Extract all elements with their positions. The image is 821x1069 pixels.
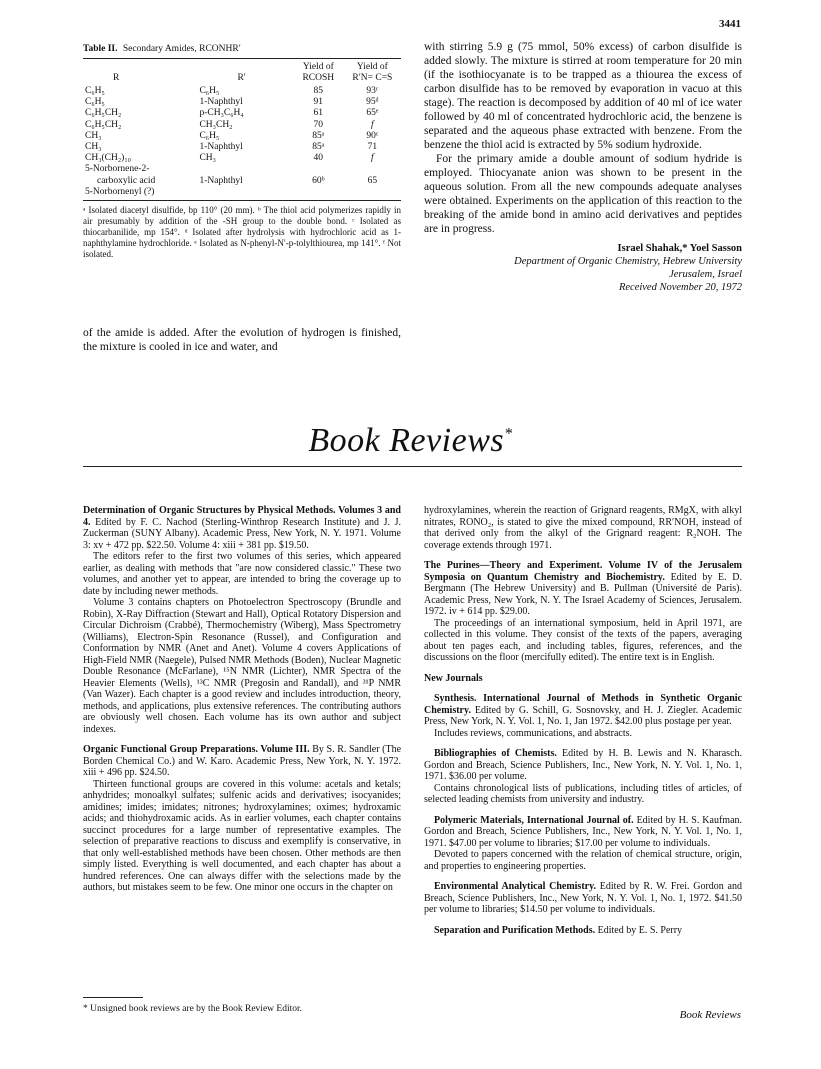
cell-yield-rn	[344, 164, 401, 175]
section-title-mark: *	[504, 425, 513, 443]
cell-yield-rcosh: 91	[313, 97, 324, 108]
table-row	[83, 97, 401, 108]
cell-yield-rn: 65ᵉ	[366, 108, 379, 119]
new-journals-heading: New Journals	[424, 672, 483, 684]
table-block	[83, 44, 401, 260]
cell-rprime: C₆H₅	[199, 130, 220, 141]
paragraph: with stirring 5.9 g (75 mmol, 50% excess) of carbon disulfide is added slowly. The mixture is stirred at room temperature for 20 min (if the isothiocyanate is to be trapped as a thiourea the excess of carbon disulfide has to be removed by evaporation in vacuo at this stage). The reaction is decomposed by addition of 40 ml of ice water followed by 40 ml of concentrated hydrochloric acid, the benzene is separated and the aqueous phase extracted with benzene. From the benzene the thiol acid is extracted by 5% sodium hydroxide.	[424, 41, 742, 151]
cell-r: C₆H₅	[85, 86, 105, 96]
cell-rprime: 1-Naphthyl	[199, 142, 243, 153]
right-top-column	[424, 40, 742, 294]
paragraph: For the primary amide a double amount of sodium hydride is employed. Thiocyanate anion was shown to be present in the aqueous solution. From all the new compounds adequate analyses were obtained. Experiments on the application of this reaction to the breaking of the amide bond in amino acid derivatives and peptides are in progress.	[424, 153, 742, 235]
cell-rprime: CH₃CH₂	[199, 119, 233, 130]
section-divider	[83, 466, 742, 467]
cell-rprime: 1-Naphthyl	[199, 175, 243, 186]
cell-r: 5-Norbornene-2-	[85, 164, 150, 175]
journal-entry	[424, 925, 742, 937]
cell-rprime: p-CH₃C₆H₄	[199, 108, 244, 119]
journal-info: Edited by R. W. Frei. Gordon and Breach, Science Publishers, Inc., New York, N. Y. Vol. 1, No. 1, 1972. $41.50 per volume to libraries; $14.50 per volume to individuals.	[424, 881, 742, 915]
footnote-rule	[83, 997, 143, 998]
journal-entry	[424, 693, 742, 728]
col-header-rprime: R′	[197, 59, 292, 87]
table-row	[83, 142, 401, 153]
table-row	[83, 187, 401, 201]
col-header-yield-rn: Yield of R′N= C=S	[344, 59, 401, 87]
cell-r: 5-Norbornenyl (?)	[83, 187, 197, 201]
authors: Israel Shahak,* Yoel Sasson	[617, 243, 742, 254]
journal-title: Bibliographies of Chemists.	[434, 748, 557, 759]
cell-rprime: CH₃	[199, 153, 216, 164]
review-paragraph: The editors refer to the first two volumes of this series, which appeared earlier, as dealing with methods that "are now considered classic." These two volumes, and another yet to appear, are intended to bring the coverage up to date by including newer methods.	[83, 551, 401, 597]
reviews-right-column	[424, 505, 742, 936]
review-title: Determination of Organic Structures by Physical Methods. Volumes 3 and 4.	[83, 505, 401, 528]
left-continuation: of the amide is added. After the evolution of hydrogen is finished, the mixture is cooled in ice and water, and	[83, 327, 401, 353]
review-info: Edited by E. D. Bergmann (The Hebrew University) and B. Pullman (Université de Paris). Academic Press, New York, N. Y. The Israel Academy of Sciences, Jerusalem. 1972. iv + 614 pp. $29.00.	[424, 571, 743, 617]
cell-r: CH₃(CH₂)₁₀	[85, 153, 131, 164]
page-number: 3441	[719, 18, 741, 30]
review-paragraph: Volume 3 contains chapters on Photoelectron Spectroscopy (Brundle and Robin), X-Ray Diffraction (Stewart and Hall), Optical Rotatory Dispersion and Circular Dichroism (Crabbé), Thermochemistry (Wiberg), Mass Spectrometry (Williams), Electron-Spin Resonance (Russel), and Configuration and Conformation by NMR (Anet and Anet). Volume 4 covers Applications of High-Field NMR (Naegele), Pulsed NMR Methods (Boden), Nuclear Magnetic Double Resonance (McFarlane), ¹⁵N NMR (Lichter), NMR Spectra of the Heavier Elements (Wells), ¹³C NMR (Pregosin and Randall), and ³¹P NMR (Van Wazer). Each chapter is a good review and includes introduction, theory, methods, and applications, plus extensive references. The contributing authors are obviously well chosen. Each volume has its own author and subject indexes.	[83, 597, 401, 735]
cell-yield-rcosh: 60ᵇ	[312, 175, 325, 186]
col-header-r: R	[83, 59, 197, 87]
journal-info: Edited by H. B. Lewis and N. Kharasch. Gordon and Breach, Science Publishers, Inc., New York, N. Y. Vol. 1, No. 1, 1971. $36.00 per volume.	[424, 748, 743, 782]
cell-yield-rn: 95ᵈ	[366, 97, 379, 108]
review-title: The Purines—Theory and Experiment. Volume IV of the Jerusalem Symposia on Quantum Chemistry and Biochemistry.	[424, 560, 742, 583]
table-row	[83, 164, 401, 175]
footnote: * Unsigned book reviews are by the Book Review Editor.	[83, 1004, 302, 1014]
cell-r: C₆H₅	[85, 97, 105, 108]
cell-yield-rn: f	[371, 153, 374, 164]
table-row	[83, 153, 401, 164]
table-row	[83, 131, 401, 142]
cell-rprime	[197, 187, 292, 201]
cell-yield-rn: 65	[367, 175, 378, 186]
cell-rprime: 1-Naphthyl	[199, 97, 243, 108]
review-entry	[83, 505, 401, 551]
journal-entry	[424, 815, 742, 850]
journal-description: Includes reviews, communications, and abstracts.	[434, 727, 632, 739]
journal-description: Contains chronological lists of publications, including titles of articles, of selected leading chemists from university and industry.	[424, 782, 742, 805]
section-title	[0, 422, 821, 460]
journal-info: Edited by G. Schill, G. Sosnovsky, and H. J. Ziegler. Academic Press, New York, N. Y. Vol. 1, No. 1, Jan 1972. $42.00 plus postage per year.	[424, 704, 742, 727]
section-title-text: Book Reviews	[308, 422, 505, 459]
journal-title: Separation and Purification Methods.	[434, 924, 596, 936]
journal-title: Environmental Analytical Chemistry.	[434, 881, 597, 892]
cell-yield-rcosh	[293, 187, 344, 201]
review-entry	[83, 744, 401, 779]
journal-description: Devoted to papers concerned with the relation of chemical structure, origin, and properties to engineering properties.	[424, 849, 742, 872]
running-footer: Book Reviews	[679, 1009, 741, 1021]
cell-yield-rcosh: 85	[313, 86, 324, 96]
col-header-yield-rcosh: Yield of RCOSH	[293, 59, 344, 87]
cell-r: C₆H₅CH₂	[85, 119, 122, 130]
journal-entry	[424, 881, 742, 916]
cell-yield-rn: 93ᶜ	[366, 86, 379, 96]
table-row	[83, 108, 401, 119]
table-row	[83, 86, 401, 97]
table-row	[83, 120, 401, 131]
cell-yield-rn: 90ᶜ	[366, 130, 379, 141]
received-date: Received November 20, 1972	[618, 282, 742, 293]
review-info: Edited by F. C. Nachod (Sterling-Winthrop Research Institute) and J. J. Zuckerman (SUNY Albany). Academic Press, New York, N. Y. 1971. Volume 3: xv + 472 pp. $22.50. Volume 4: xiii + 381 pp. $19.50.	[83, 516, 401, 551]
cell-r: CH₃	[85, 142, 102, 153]
cell-yield-rcosh: 70	[313, 119, 324, 130]
table-row	[83, 176, 401, 187]
affiliation: Department of Organic Chemistry, Hebrew University	[514, 256, 742, 267]
review-paragraph: hydroxylamines, wherein the reaction of Grignard reagents, RMgX, with alkyl nitrates, RONO₂, is stated to give the mixed compound, RR′NOH, instead of that derived only from the alkyl of the Grignard reagent: R₂NOH. The coverage extends through 1971.	[424, 505, 742, 551]
table-label: Table II.	[83, 44, 118, 54]
table-caption	[83, 44, 401, 54]
review-info: By S. R. Sandler (The Borden Chemical Co.) and W. Karo. Academic Press, New York, N. Y. 1972. xiii + 496 pp. $24.50.	[83, 744, 402, 778]
cell-yield-rcosh	[293, 164, 344, 175]
table-caption-text: Secondary Amides, RCONHR′	[122, 44, 241, 54]
cell-yield-rn: 71	[367, 142, 378, 153]
cell-r: CH₃	[85, 130, 102, 141]
review-title: Organic Functional Group Preparations. Volume III.	[83, 744, 310, 755]
reviews-left-column	[83, 505, 401, 894]
cell-r: carboxylic acid	[97, 175, 156, 186]
table-footnote: ᵃ Isolated diacetyl disulfide, bp 110° (20 mm). ᵇ The thiol acid polymerizes rapidly in air presumably by addition of the -SH group to the double bond. ᶜ Isolated as thiocarbanilide, mp 154°. ᵈ Isolated after hydrolysis with hydrochloric acid as 1-naphthylamine hydrochloride. ᵉ Isolated as N-phenyl-N′-p-tolylthiourea, mp 141°. ᶠ Not isolated.	[83, 205, 401, 260]
journal-title: Polymeric Materials, International Journal of.	[434, 814, 634, 826]
journal-info: Edited by E. S. Perry	[597, 924, 683, 936]
cell-yield-rcosh: 85ᵃ	[312, 130, 325, 141]
cell-yield-rn	[344, 187, 401, 201]
cell-yield-rcosh: 61	[313, 108, 324, 119]
cell-rprime: C₆H₅	[199, 86, 220, 96]
cell-yield-rcosh: 40	[313, 153, 324, 164]
cell-r: C₆H₅CH₂	[85, 108, 122, 119]
cell-yield-rcosh: 85ᵃ	[312, 142, 325, 153]
cell-yield-rn: f	[371, 119, 374, 130]
review-entry	[424, 560, 742, 618]
journal-title: Synthesis. International Journal of Methods in Synthetic Organic Chemistry.	[424, 693, 742, 716]
cell-rprime	[197, 164, 292, 175]
journal-info: Edited by H. S. Kaufman. Gordon and Breach, Science Publishers, Inc., New York, N. Y. Vol. 1, No. 1, 1971. $47.00 per volume to libraries; $17.00 per volume to individuals.	[424, 814, 743, 849]
review-paragraph: The proceedings of an international symposium, held in April 1971, are collected in this volume. They consist of the texts of the papers, averaging about ten pages each, and including tables, figures, references, and the discussions on the floor (mercifully edited). The entire text is in English.	[424, 617, 742, 663]
journal-entry	[424, 748, 742, 783]
review-paragraph: Thirteen functional groups are covered in this volume: acetals and ketals; anhydrides; monoalkyl sulfates; sulfenic acids and derivatives; isocyanides; amidines; imides; imidates; nitrones; hydroxylamines; oximes; hydroxamic acids; and thiohydroxamic acids. As in earlier volumes, each chapter contains succinct procedures for a large number of representative examples. The selection of preparative reactions to discuss and exemplify is conservative, in that only well-established methods have been chosen. Other methods are then simply listed. Everything is well documented, and each chapter has about a hundred references. One can always differ with the selections made by the authors, but mistakes seem to be few. One minor one occurs in the chapter on	[83, 778, 401, 893]
amides-table	[83, 58, 401, 201]
affiliation-city: Jerusalem, Israel	[669, 269, 742, 280]
